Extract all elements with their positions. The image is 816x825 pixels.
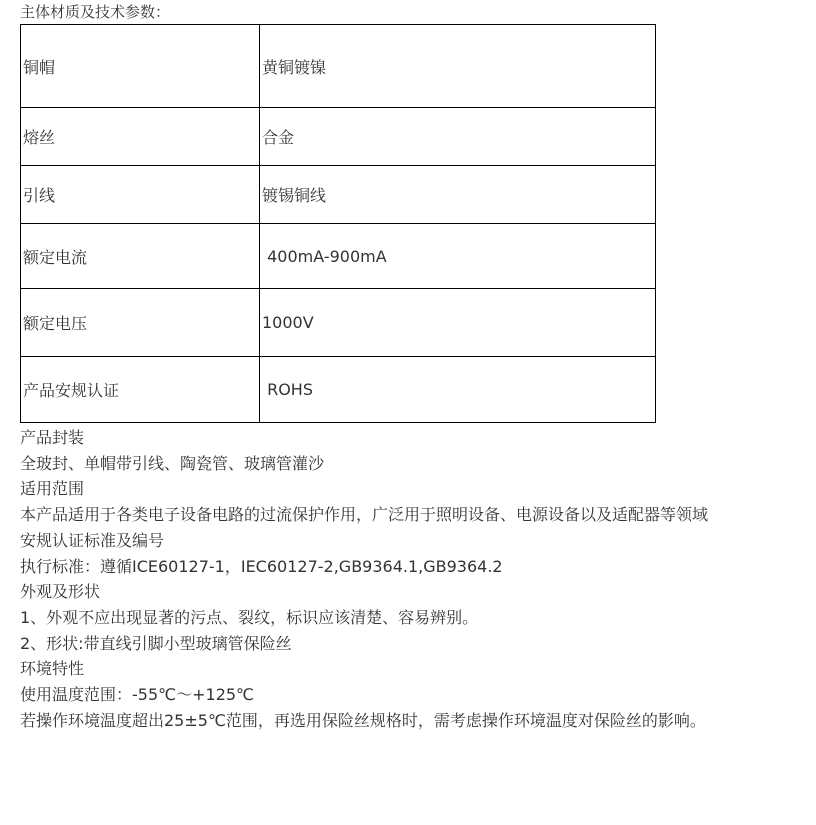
table-row bbox=[21, 108, 656, 166]
certification-text: 执行标准：遵循ICE60127-1，IEC60127-2,GB9364.1,GB9364.2 bbox=[20, 556, 503, 576]
application-text: 本产品适用于各类电子设备电路的过流保护作用，广泛用于照明设备、电源设备以及适配器等领域 bbox=[20, 505, 709, 525]
spec-value: 400mA-900mA bbox=[260, 224, 656, 289]
description-block bbox=[20, 425, 810, 733]
section-title-environment: 环境特性 bbox=[20, 659, 85, 679]
section-title-certification: 安规认证标准及编号 bbox=[20, 530, 165, 550]
table-row bbox=[21, 357, 656, 423]
packaging-text: 全玻封、单帽带引线、陶瓷管、玻璃管灌沙 bbox=[20, 453, 325, 473]
spec-key: 额定电流 bbox=[21, 224, 260, 289]
table-row bbox=[21, 289, 656, 357]
table-row bbox=[21, 25, 656, 108]
table-row bbox=[21, 166, 656, 224]
section-title-packaging: 产品封装 bbox=[20, 428, 85, 447]
section-title-appearance: 外观及形状 bbox=[20, 582, 101, 602]
spec-table bbox=[20, 24, 656, 423]
spec-key: 额定电压 bbox=[21, 289, 260, 357]
spec-value: 黄铜镀镍 bbox=[260, 25, 656, 108]
spec-key: 产品安规认证 bbox=[21, 357, 260, 423]
spec-value: ROHS bbox=[260, 357, 656, 423]
spec-value: 1000V bbox=[260, 289, 656, 357]
appearance-text-1: 1、外观不应出现显著的污点、裂纹，标识应该清楚、容易辨别。 bbox=[20, 607, 479, 627]
spec-heading: 主体材质及技术参数： bbox=[20, 3, 171, 21]
spec-key: 铜帽 bbox=[21, 25, 260, 108]
appearance-text-2: 2、形状:带直线引脚小型玻璃管保险丝 bbox=[20, 633, 292, 653]
environment-text-1: 使用温度范围：-55℃～+125℃ bbox=[20, 685, 255, 705]
table-row bbox=[21, 224, 656, 289]
section-title-application: 适用范围 bbox=[20, 479, 85, 499]
environment-text-2: 若操作环境温度超出25±5℃范围，再选用保险丝规格时，需考虑操作环境温度对保险丝的影响。 bbox=[20, 710, 706, 730]
spec-key: 引线 bbox=[21, 166, 260, 224]
spec-value: 镀锡铜线 bbox=[260, 166, 656, 224]
spec-key: 熔丝 bbox=[21, 108, 260, 166]
spec-value: 合金 bbox=[260, 108, 656, 166]
